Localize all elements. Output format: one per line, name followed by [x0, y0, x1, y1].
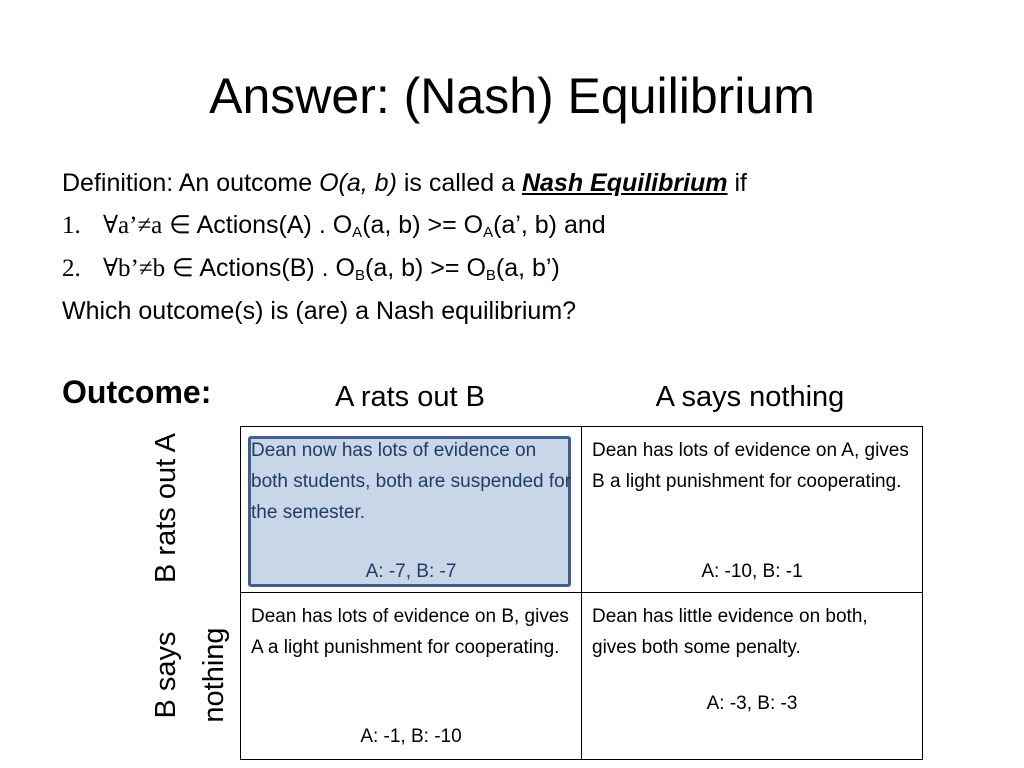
definition-suffix: if: [727, 169, 747, 197]
nash-equilibrium-term: Nash Equilibrium: [521, 169, 728, 197]
definition-middle: is called a: [396, 169, 522, 197]
condition-1-sub-1: A: [352, 224, 363, 241]
condition-2-number: 2.: [62, 255, 81, 282]
condition-2-sub-2: B: [485, 267, 496, 284]
matrix-row: [241, 427, 923, 593]
outcome-label: Outcome:: [62, 374, 212, 410]
condition-2-quantifier: ∀b’≠b: [102, 255, 166, 282]
cell-description: Dean has lots of evidence on B, gives A a light punishment for cooperating.: [251, 606, 569, 658]
row-header-b-rats: B rats out A: [150, 433, 182, 583]
definition-line: [62, 162, 992, 204]
matrix-cell-silent-silent: [582, 593, 923, 760]
condition-2: [62, 247, 992, 290]
condition-1-mid: (a, b) >= O: [362, 211, 484, 239]
cell-description: Dean now has lots of evidence on both students, both are suspended for the semester.: [251, 440, 572, 523]
payoff-matrix: [240, 426, 923, 760]
definition-block: [62, 162, 992, 332]
cell-payoff: A: -1, B: -10: [360, 726, 462, 747]
matrix-cell-rats-rats: [241, 427, 582, 593]
column-header-a-silent: A says nothing: [655, 381, 845, 413]
condition-1-end: (a’, b) and: [493, 211, 606, 239]
matrix-cell-rats-silent: [241, 593, 582, 760]
matrix-cell-silent-rats: [582, 427, 923, 593]
condition-2-mid: (a, b) >= O: [365, 254, 486, 282]
definition-prefix: Definition: An outcome: [62, 169, 320, 197]
condition-1: [62, 204, 992, 247]
cell-description: Dean has little evidence on both, gives both some penalty.: [592, 606, 868, 658]
condition-1-sub-2: A: [483, 224, 494, 241]
slide-title: Answer: (Nash) Equilibrium: [209, 68, 815, 124]
cell-payoff: A: -3, B: -3: [706, 693, 798, 714]
cell-payoff: A: -10, B: -1: [701, 561, 803, 582]
cell-description: Dean has lots of evidence on A, gives B a light punishment for cooperating.: [592, 440, 909, 492]
matrix-row: [241, 593, 923, 760]
cell-payoff: A: -7, B: -7: [365, 561, 457, 582]
condition-2-set: ∈ Actions(B) . O: [165, 254, 355, 282]
condition-1-quantifier: ∀a’≠a: [102, 212, 163, 239]
row-header-b-silent: B says nothing: [150, 627, 230, 723]
question: Which outcome(s) is (are) a Nash equilibrium?: [62, 297, 577, 325]
condition-1-set: ∈ Actions(A) . O: [162, 211, 353, 239]
condition-2-sub-1: B: [354, 267, 365, 284]
column-header-a-rats: A rats out B: [335, 381, 485, 413]
outcome-symbol: O(a, b): [319, 169, 397, 197]
condition-1-number: 1.: [62, 212, 81, 239]
condition-2-end: (a, b’): [495, 254, 560, 282]
